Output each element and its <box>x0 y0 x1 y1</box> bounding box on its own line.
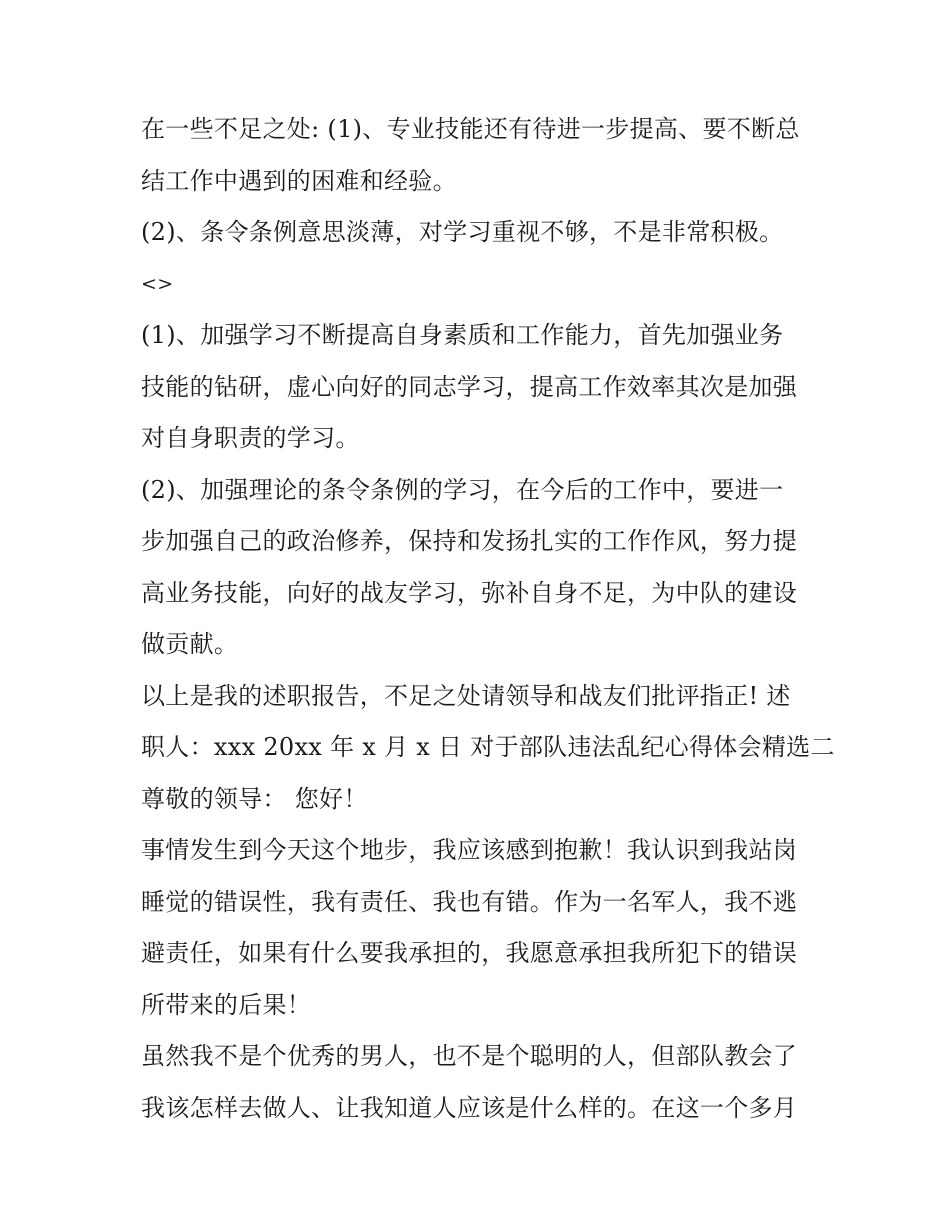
text-line: (2)、加强理论的条令条例的学习，在今后的工作中，要进一 <box>141 475 784 504</box>
text-line: 职人：xxx 20xx 年 x 月 x 日 对于部队违法乱纪心得体会精选二 <box>141 733 835 761</box>
text-line: 虽然我不是个优秀的男人，也不是个聪明的人，但部队教会了 <box>141 1042 798 1070</box>
text-line: (1)、加强学习不断提高自身素质和工作能力，首先加强业务 <box>141 321 784 349</box>
text-line: 睡觉的错误性，我有责任、我也有错。作为一名军人，我不逃 <box>141 887 798 916</box>
document-page <box>141 104 835 1134</box>
text-line: 我该怎样去做人、让我知道人应该是什么样的。在这一个多月 <box>141 1093 798 1122</box>
text-line: 避责任，如果有什么要我承担的，我愿意承担我所犯下的错误 <box>141 939 798 967</box>
text-line: <> <box>141 272 174 295</box>
text-line: 高业务技能，向好的战友学习，弥补自身不足，为中队的建设 <box>141 578 798 607</box>
text-line: 尊敬的领导： 您好！ <box>141 784 368 813</box>
text-line: 对自身职责的学习。 <box>141 424 360 452</box>
text-line: 事情发生到今天这个地步，我应该感到抱歉！我认识到我站岗 <box>141 836 798 864</box>
text-line: 所带来的后果！ <box>141 990 312 1019</box>
text-line: (2)、条令条例意思淡薄，对学习重视不够，不是非常积极。 <box>141 218 784 246</box>
text-line: 在一些不足之处: (1)、专业技能还有待进一步提高、要不断总 <box>141 115 800 143</box>
text-line: 步加强自己的政治修养，保持和发扬扎实的工作作风，努力提 <box>141 527 798 555</box>
text-line: 结工作中遇到的困难和经验。 <box>141 166 457 195</box>
text-line: 技能的钻研，虚心向好的同志学习，提高工作效率其次是加强 <box>141 372 798 401</box>
text-line: 做贡献。 <box>141 630 239 658</box>
text-line: 以上是我的述职报告，不足之处请领导和战友们批评指正! 述 <box>141 681 791 710</box>
